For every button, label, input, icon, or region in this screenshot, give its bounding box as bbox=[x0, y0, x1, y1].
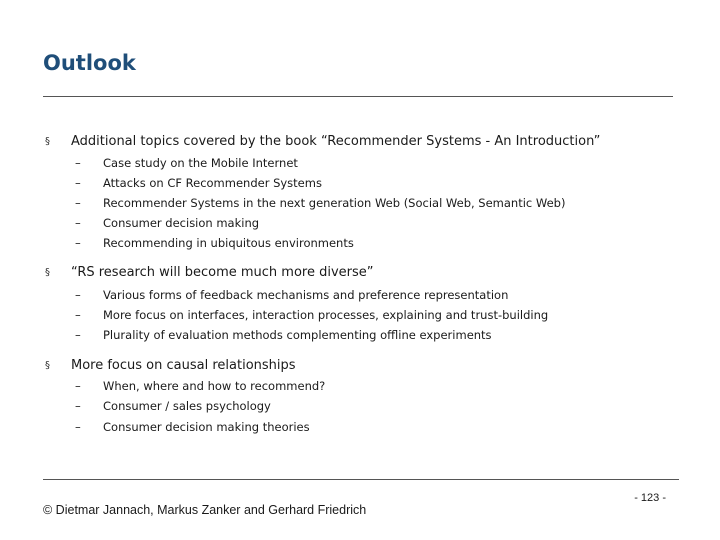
sub-item-text: More focus on interfaces, interaction processes, explaining and trust-building bbox=[103, 308, 549, 322]
sub-item-dash: – bbox=[75, 308, 81, 322]
bullet-text: More focus on causal relationships bbox=[71, 358, 296, 373]
sub-item-dash: – bbox=[75, 216, 81, 230]
footer-credit: © Dietmar Jannach, Markus Zanker and Gerhard Friedrich bbox=[43, 503, 367, 517]
sub-item-dash: – bbox=[75, 176, 81, 190]
sub-item-dash: – bbox=[75, 379, 81, 393]
sub-item-text: Consumer decision making theories bbox=[103, 420, 310, 434]
page-number: - 123 - bbox=[634, 492, 666, 504]
sub-item-text: When, where and how to recommend? bbox=[103, 379, 326, 393]
sub-item-dash: – bbox=[75, 236, 81, 250]
sub-item-text: Recommender Systems in the next generation Web (Social Web, Semantic Web) bbox=[103, 196, 566, 210]
title-divider bbox=[43, 96, 673, 97]
sub-item-text: Consumer / sales psychology bbox=[103, 399, 271, 413]
slide-title: Outlook bbox=[43, 51, 136, 75]
bullet-text: “RS research will become much more diverse” bbox=[71, 265, 374, 280]
sub-item-text: Various forms of feedback mechanisms and preference representation bbox=[103, 288, 509, 302]
footer-divider bbox=[43, 479, 679, 480]
bullet-text: Additional topics covered by the book “Recommender Systems - An Introduction” bbox=[71, 134, 601, 149]
bullet-marker: § bbox=[45, 267, 50, 278]
sub-item-dash: – bbox=[75, 156, 81, 170]
sub-item-text: Consumer decision making bbox=[103, 216, 260, 230]
sub-item-text: Recommending in ubiquitous environments bbox=[103, 236, 354, 250]
sub-item-dash: – bbox=[75, 328, 81, 342]
sub-item-dash: – bbox=[75, 288, 81, 302]
bullet-marker: § bbox=[45, 360, 50, 371]
sub-item-dash: – bbox=[75, 196, 81, 210]
sub-item-text: Attacks on CF Recommender Systems bbox=[103, 176, 322, 190]
sub-item-dash: – bbox=[75, 399, 81, 413]
sub-item-text: Case study on the Mobile Internet bbox=[103, 156, 298, 170]
sub-item-dash: – bbox=[75, 420, 81, 434]
bullet-marker: § bbox=[45, 136, 50, 147]
sub-item-text: Plurality of evaluation methods complementing offline experiments bbox=[103, 328, 492, 342]
